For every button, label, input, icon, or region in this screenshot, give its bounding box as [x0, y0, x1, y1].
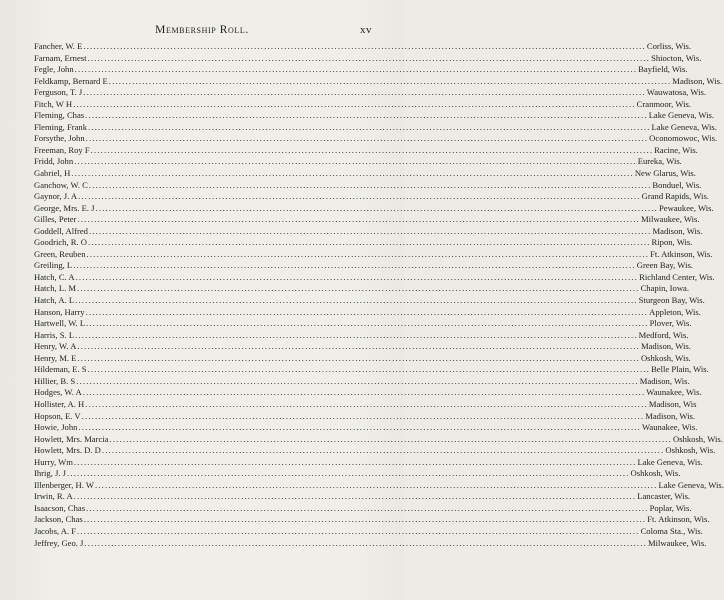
list-item [34, 283, 690, 295]
list-item [34, 537, 707, 550]
list-item [34, 156, 682, 168]
dot-leader: ........................................................................................................................................................................ [77, 341, 640, 352]
dot-leader: ........................................................................................................................................................................ [88, 237, 651, 248]
member-name: Forsythe, John [34, 133, 85, 144]
member-location: Chapin, Iowa. [640, 283, 690, 294]
dot-leader: ........................................................................................................................................................................ [77, 214, 641, 225]
member-name: Jeffrey, Geo. J [34, 537, 84, 548]
dot-leader: ........................................................................................................................................................................ [75, 295, 638, 306]
list-item [34, 306, 701, 319]
member-location: New Glarus, Wis. [634, 168, 696, 179]
dot-leader: ........................................................................................................................................................................ [85, 306, 649, 317]
dot-leader: ........................................................................................................................................................................ [108, 75, 672, 86]
member-name: Goodrich, R. O [34, 237, 87, 248]
member-location: Corliss, Wis. [646, 41, 692, 51]
member-location: Madison, Wis [648, 398, 697, 409]
dot-leader: ........................................................................................................................................................................ [74, 156, 637, 167]
member-location: Green Bay, Wis. [636, 260, 693, 271]
list-item [34, 514, 710, 526]
member-location: Ft. Atkinson, Wis. [647, 514, 710, 525]
list-item [34, 133, 718, 145]
member-location: Grand Rapids, Wis. [641, 191, 709, 202]
member-location: Oconomowoc, Wis. [649, 133, 718, 144]
list-item [34, 318, 692, 330]
dot-leader: ........................................................................................................................................................................ [86, 502, 649, 513]
list-item [34, 248, 713, 261]
member-name: Hanson, Harry [34, 306, 85, 317]
dot-leader: ........................................................................................................................................................................ [77, 352, 640, 363]
member-location: Richland Center, Wis. [639, 271, 715, 282]
dot-leader: ........................................................................................................................................................................ [88, 121, 651, 132]
dot-leader: ........................................................................................................................................................................ [83, 41, 646, 51]
list-item [34, 364, 709, 376]
member-location: Ft. Atkinson, Wis. [650, 248, 713, 259]
dot-leader: ........................................................................................................................................................................ [85, 133, 649, 144]
dot-leader: ........................................................................................................................................................................ [77, 525, 640, 536]
member-name: Gaynor, J. A [34, 191, 78, 202]
list-item [34, 422, 698, 434]
dot-leader: ........................................................................................................................................................................ [84, 537, 647, 548]
dot-leader: ........................................................................................................................................................................ [83, 514, 647, 525]
member-location: Lake Geneva, Wis. [651, 121, 717, 132]
list-item [34, 41, 692, 53]
dot-leader: ........................................................................................................................................................................ [73, 491, 637, 502]
dot-leader: ........................................................................................................................................................................ [83, 87, 646, 98]
dot-leader: ........................................................................................................................................................................ [75, 271, 639, 282]
member-location: Ripon, Wis. [651, 237, 693, 248]
member-location: Milwaukee, Wis. [641, 214, 700, 225]
dot-leader: ........................................................................................................................................................................ [86, 248, 650, 259]
member-name: Hollister, A. H [34, 398, 85, 409]
list-item [34, 98, 691, 111]
dot-leader: ........................................................................................................................................................................ [87, 364, 651, 375]
member-name: Fridd, John [34, 156, 74, 167]
member-name: Gabriel, H [34, 168, 71, 179]
list-item [34, 341, 691, 353]
member-name: Hatch, L. M [34, 283, 77, 294]
member-name: Howlett, Mrs. D. D [34, 445, 101, 456]
member-name: Fleming, Frank [34, 121, 87, 132]
list-item [34, 271, 715, 284]
list-item [34, 75, 723, 88]
member-name: Jacobs, A. F [34, 525, 77, 536]
dot-leader: ........................................................................................................................................................................ [86, 318, 649, 329]
dot-leader: ........................................................................................................................................................................ [82, 387, 646, 398]
dot-leader: ........................................................................................................................................................................ [94, 479, 658, 490]
list-item [34, 202, 714, 215]
member-location: Waunakee, Wis. [646, 387, 702, 398]
member-location: Lake Geneva, Wis. [648, 110, 715, 121]
member-location: Coloma Sta., Wis. [640, 525, 703, 536]
list-item [34, 237, 693, 249]
list-item [34, 479, 724, 492]
member-name: Feldkamp, Bernard E [34, 75, 108, 86]
dot-leader: ........................................................................................................................................................................ [77, 283, 640, 294]
member-location: Cranmoor, Wis. [636, 98, 691, 109]
list-item [34, 525, 703, 538]
list-item [34, 52, 702, 65]
dot-leader: ........................................................................................................................................................................ [73, 98, 636, 109]
member-location: Lancaster, Wis. [637, 491, 691, 502]
member-location: Madison, Wis. [672, 75, 723, 86]
dot-leader: ........................................................................................................................................................................ [95, 202, 659, 213]
list-item [34, 329, 689, 342]
member-name: Gilles, Peter [34, 214, 77, 225]
list-item [34, 433, 723, 446]
member-name: Isaacson, Chas [34, 502, 86, 513]
list-item [34, 64, 688, 76]
dot-leader: ........................................................................................................................................................................ [75, 329, 638, 340]
member-name: Fitch, W H [34, 98, 73, 109]
member-location: Wauwatosa, Wis. [646, 87, 706, 98]
member-name: George, Mrs. E. J [34, 202, 95, 213]
dot-leader: ........................................................................................................................................................................ [101, 445, 665, 456]
membership-list [34, 41, 724, 549]
list-item [34, 168, 696, 180]
dot-leader: ........................................................................................................................................................................ [76, 375, 639, 386]
member-name: Jackson, Chas [34, 514, 83, 525]
member-location: Madison, Wis. [645, 410, 696, 421]
member-location: Oshkosh, Wis. [640, 352, 691, 363]
list-item [34, 445, 716, 457]
member-location: Oshkosh, Wis. [673, 433, 723, 444]
member-location: Madison, Wis. [652, 225, 703, 236]
member-name: Hildeman, E. S [34, 364, 87, 375]
member-location: Madison, Wis. [640, 341, 691, 352]
list-item [34, 191, 709, 203]
member-location: Madison, Wis. [639, 375, 690, 386]
dot-leader: ........................................................................................................................................................................ [73, 456, 637, 467]
member-name: Hurry, Wm [34, 456, 73, 467]
member-name: Hillier, B. S [34, 375, 76, 386]
member-name: Green, Reuben [34, 248, 86, 259]
member-location: Appleton, Wis. [649, 306, 701, 317]
list-item [34, 295, 705, 307]
member-location: Pewaukee, Wis. [659, 202, 714, 213]
page-header [0, 24, 404, 40]
list-item [34, 352, 691, 365]
member-location: Bonduel, Wis. [652, 179, 702, 190]
member-name: Irwin, R. A [34, 491, 73, 502]
member-name: Harris, S. L [34, 329, 75, 340]
list-item [34, 110, 715, 122]
list-item [34, 179, 702, 192]
list-item [34, 260, 693, 272]
dot-leader: ........................................................................................................................................................................ [85, 398, 648, 409]
member-name: Freeman, Roy F [34, 144, 90, 155]
dot-leader: ........................................................................................................................................................................ [78, 422, 641, 433]
dot-leader: ........................................................................................................................................................................ [90, 144, 654, 155]
member-name: Howlett, Mrs. Marcia [34, 433, 109, 444]
member-name: Ihrig, J. J [34, 468, 66, 479]
member-location: Poplar, Wis. [649, 502, 692, 513]
member-location: Lake Geneva, Wis. [637, 456, 703, 467]
member-location: Lake Geneva, Wis. [658, 479, 724, 490]
member-location: Oshkosh, Wis. [630, 468, 681, 479]
list-item [34, 456, 703, 469]
member-location: Plover, Wis. [649, 318, 692, 329]
member-name: Hopson, E. V [34, 410, 81, 421]
list-item [34, 225, 703, 238]
running-title: Membership Roll. [155, 24, 249, 36]
list-item [34, 214, 700, 226]
list-item [34, 144, 698, 157]
member-location: Belle Plain, Wis. [651, 364, 709, 375]
member-name: Ganchow, W. C [34, 179, 88, 190]
dot-leader: ........................................................................................................................................................................ [88, 225, 652, 236]
list-item [34, 121, 717, 134]
member-name: Henry, M. E [34, 352, 77, 363]
dot-leader: ........................................................................................................................................................................ [109, 433, 673, 444]
member-location: Bayfield, Wis. [638, 64, 688, 75]
member-name: Howie, John [34, 422, 78, 433]
dot-leader: ........................................................................................................................................................................ [85, 110, 648, 121]
member-name: Goddell, Alfred [34, 225, 88, 236]
member-name: Ferguson, T. J [34, 87, 83, 98]
member-location: Shiocton, Wis. [651, 52, 702, 63]
list-item [34, 491, 691, 503]
list-item [34, 468, 681, 480]
member-name: Hatch, A. L [34, 295, 75, 306]
dot-leader: ........................................................................................................................................................................ [87, 52, 651, 63]
list-item [34, 87, 706, 99]
list-item [34, 387, 702, 399]
member-name: Hodges, W. A [34, 387, 82, 398]
member-location: Waunakee, Wis. [642, 422, 698, 433]
member-name: Fancher, W. E [34, 41, 83, 51]
dot-leader: ........................................................................................................................................................................ [73, 260, 636, 271]
member-name: Illenberger, H. W [34, 479, 94, 490]
dot-leader: ........................................................................................................................................................................ [81, 410, 645, 421]
list-item [34, 398, 697, 411]
member-location: Oshkosh, Wis. [665, 445, 716, 456]
member-location: Medford, Wis. [638, 329, 689, 340]
member-name: Henry, W. A [34, 341, 77, 352]
dot-leader: ........................................................................................................................................................................ [71, 168, 634, 179]
list-item [34, 410, 696, 423]
list-item [34, 375, 690, 388]
member-name: Hartwell, W. L [34, 318, 86, 329]
member-name: Hatch, C. A [34, 271, 75, 282]
member-name: Fleming, Chas [34, 110, 85, 121]
dot-leader: ........................................................................................................................................................................ [74, 64, 638, 75]
member-name: Farnam, Ernest [34, 52, 87, 63]
dot-leader: ........................................................................................................................................................................ [88, 179, 652, 190]
list-item [34, 502, 692, 515]
dot-leader: ........................................................................................................................................................................ [78, 191, 641, 202]
member-location: Eureka, Wis. [637, 156, 682, 167]
member-location: Sturgeon Bay, Wis. [638, 295, 705, 306]
member-location: Milwaukee, Wis. [647, 537, 707, 548]
member-location: Racine, Wis. [654, 144, 698, 155]
dot-leader: ........................................................................................................................................................................ [67, 468, 630, 479]
page-number: xv [360, 24, 372, 36]
member-name: Greiling, L [34, 260, 73, 271]
member-name: Fegle, John [34, 64, 74, 75]
